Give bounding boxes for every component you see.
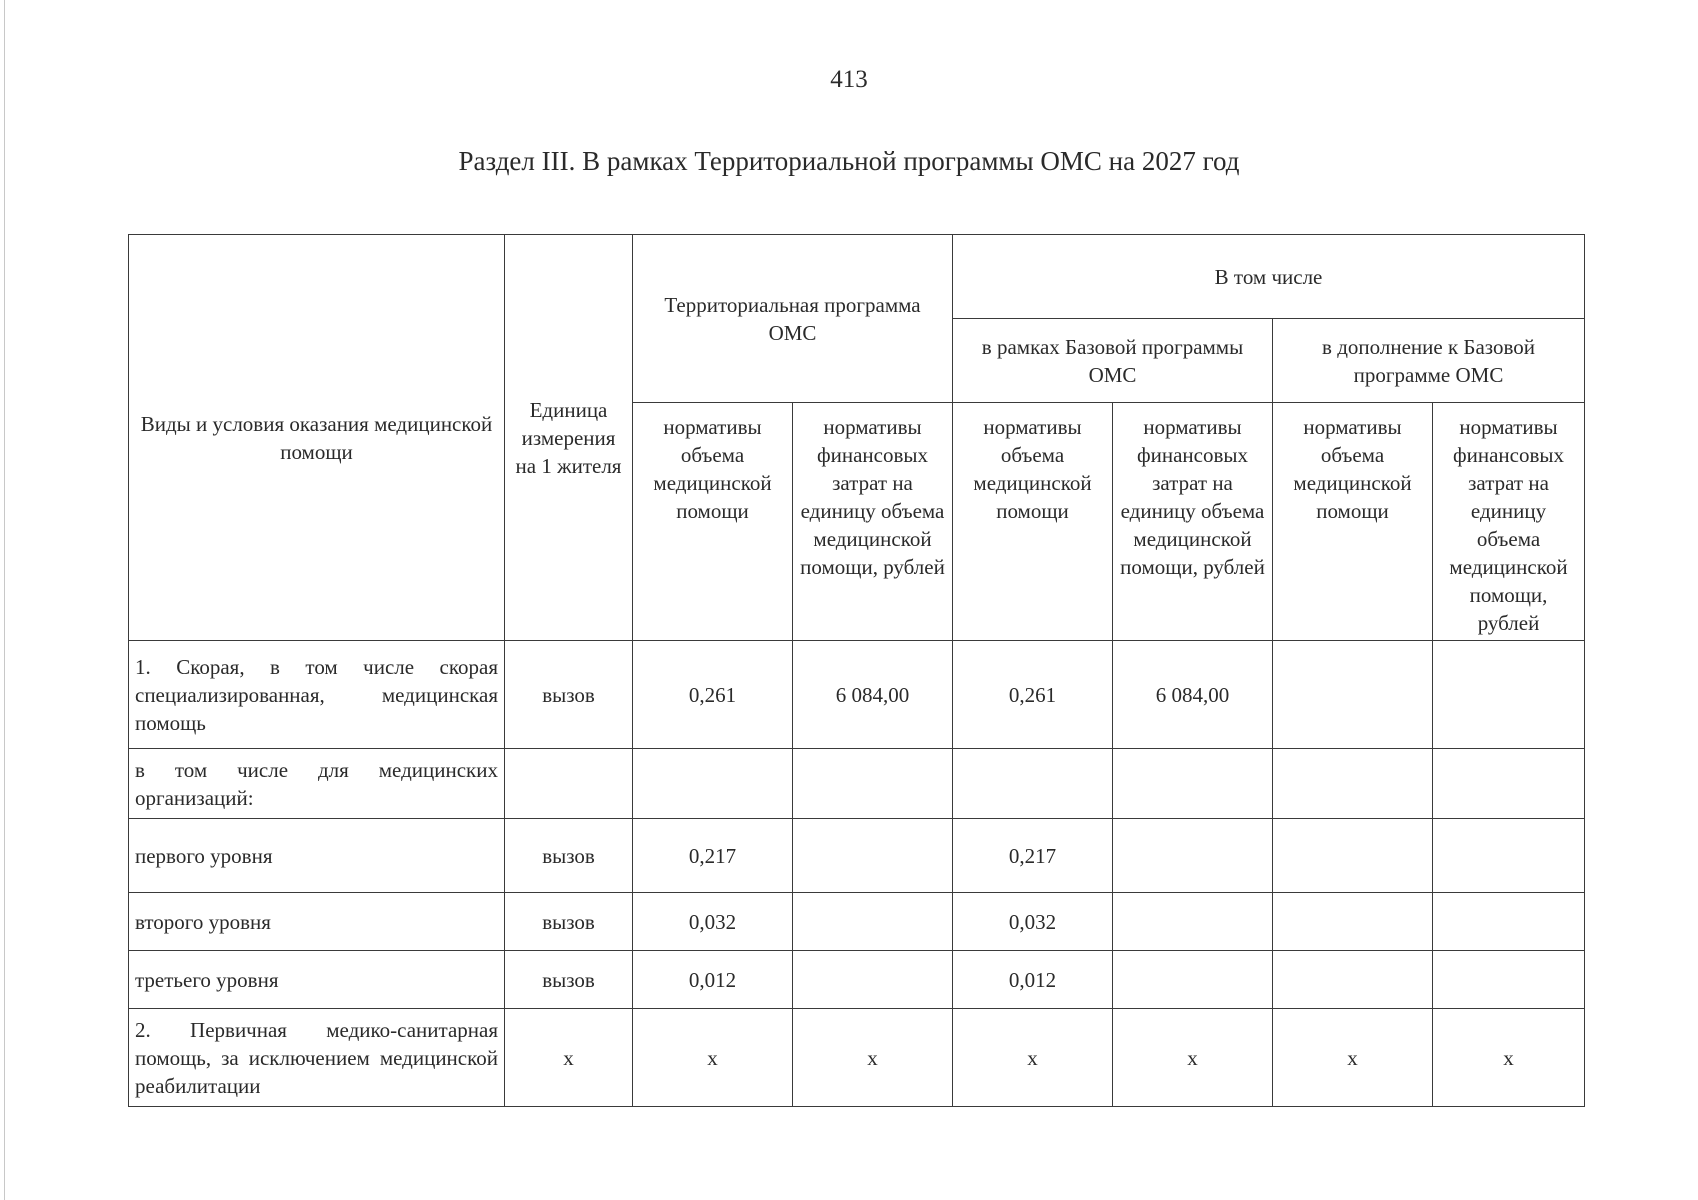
row-unit: вызов bbox=[505, 893, 633, 951]
row-cost-basic: х bbox=[1113, 1009, 1273, 1107]
row-volume-territorial: 0,217 bbox=[633, 819, 793, 893]
row-volume-basic: 0,217 bbox=[953, 819, 1113, 893]
row-cost-basic bbox=[1113, 819, 1273, 893]
header-service-type: Виды и условия оказания медицинской помощи bbox=[129, 235, 505, 641]
row-cost-additional bbox=[1433, 641, 1585, 749]
row-cost-additional bbox=[1433, 893, 1585, 951]
row-volume-additional bbox=[1273, 749, 1433, 819]
row-cost-territorial bbox=[793, 749, 953, 819]
row-cost-additional bbox=[1433, 819, 1585, 893]
table-row bbox=[129, 819, 1585, 893]
row-volume-additional bbox=[1273, 951, 1433, 1009]
page-number: 413 bbox=[830, 66, 868, 93]
row-volume-territorial bbox=[633, 749, 793, 819]
row-volume-basic: 0,032 bbox=[953, 893, 1113, 951]
row-volume-territorial: 0,012 bbox=[633, 951, 793, 1009]
section-title bbox=[0, 146, 1698, 177]
row-volume-basic: 0,261 bbox=[953, 641, 1113, 749]
header-unit: Единица измерения на 1 жителя bbox=[505, 235, 633, 641]
header-including: В том числе bbox=[953, 235, 1585, 319]
row-volume-territorial: х bbox=[633, 1009, 793, 1107]
row-name: второго уровня bbox=[129, 893, 505, 951]
row-cost-additional bbox=[1433, 951, 1585, 1009]
row-cost-territorial: х bbox=[793, 1009, 953, 1107]
row-volume-basic: 0,012 bbox=[953, 951, 1113, 1009]
row-cost-additional bbox=[1433, 749, 1585, 819]
row-volume-additional bbox=[1273, 893, 1433, 951]
norms-table bbox=[128, 234, 1585, 1107]
header-volume-territorial: нормативы объема медицинской помощи bbox=[633, 403, 793, 641]
header-volume-additional: нормативы объема медицинской помощи bbox=[1273, 403, 1433, 641]
row-unit: х bbox=[505, 1009, 633, 1107]
row-unit bbox=[505, 749, 633, 819]
section-title-text: Раздел III. В рамках Территориальной программы ОМС на 2027 год bbox=[458, 146, 1240, 176]
row-unit: вызов bbox=[505, 641, 633, 749]
table-row bbox=[129, 1009, 1585, 1107]
row-unit: вызов bbox=[505, 819, 633, 893]
row-name: в том числе для медицинских организаций: bbox=[129, 749, 505, 819]
table-row bbox=[129, 893, 1585, 951]
row-cost-basic bbox=[1113, 749, 1273, 819]
row-volume-territorial: 0,032 bbox=[633, 893, 793, 951]
table-row bbox=[129, 749, 1585, 819]
row-cost-basic bbox=[1113, 893, 1273, 951]
row-cost-territorial bbox=[793, 893, 953, 951]
row-name: 1. Скорая, в том числе скорая специализированная, медицинская помощь bbox=[129, 641, 505, 749]
row-cost-territorial: 6 084,00 bbox=[793, 641, 953, 749]
row-volume-additional: х bbox=[1273, 1009, 1433, 1107]
row-volume-basic: х bbox=[953, 1009, 1113, 1107]
header-volume-basic: нормативы объема медицинской помощи bbox=[953, 403, 1113, 641]
row-cost-basic: 6 084,00 bbox=[1113, 641, 1273, 749]
row-volume-additional bbox=[1273, 819, 1433, 893]
row-volume-additional bbox=[1273, 641, 1433, 749]
row-cost-territorial bbox=[793, 819, 953, 893]
header-basic-program: в рамках Базовой программы ОМС bbox=[953, 319, 1273, 403]
row-cost-territorial bbox=[793, 951, 953, 1009]
table-row bbox=[129, 951, 1585, 1009]
header-territorial-program: Территориальная программа ОМС bbox=[633, 235, 953, 403]
row-cost-basic bbox=[1113, 951, 1273, 1009]
row-volume-basic bbox=[953, 749, 1113, 819]
table-row bbox=[129, 641, 1585, 749]
row-volume-territorial: 0,261 bbox=[633, 641, 793, 749]
page-edge-line bbox=[4, 0, 5, 1200]
header-cost-additional: нормативы финансовых затрат на единицу объема медицинской помощи, рублей bbox=[1433, 403, 1585, 641]
header-cost-territorial: нормативы финансовых затрат на единицу объема медицинской помощи, рублей bbox=[793, 403, 953, 641]
row-name: третьего уровня bbox=[129, 951, 505, 1009]
row-name: первого уровня bbox=[129, 819, 505, 893]
row-unit: вызов bbox=[505, 951, 633, 1009]
header-cost-basic: нормативы финансовых затрат на единицу объема медицинской помощи, рублей bbox=[1113, 403, 1273, 641]
header-additional-program: в дополнение к Базовой программе ОМС bbox=[1273, 319, 1585, 403]
row-cost-additional: х bbox=[1433, 1009, 1585, 1107]
row-name: 2. Первичная медико-санитарная помощь, за исключением медицинской реабилитации bbox=[129, 1009, 505, 1107]
